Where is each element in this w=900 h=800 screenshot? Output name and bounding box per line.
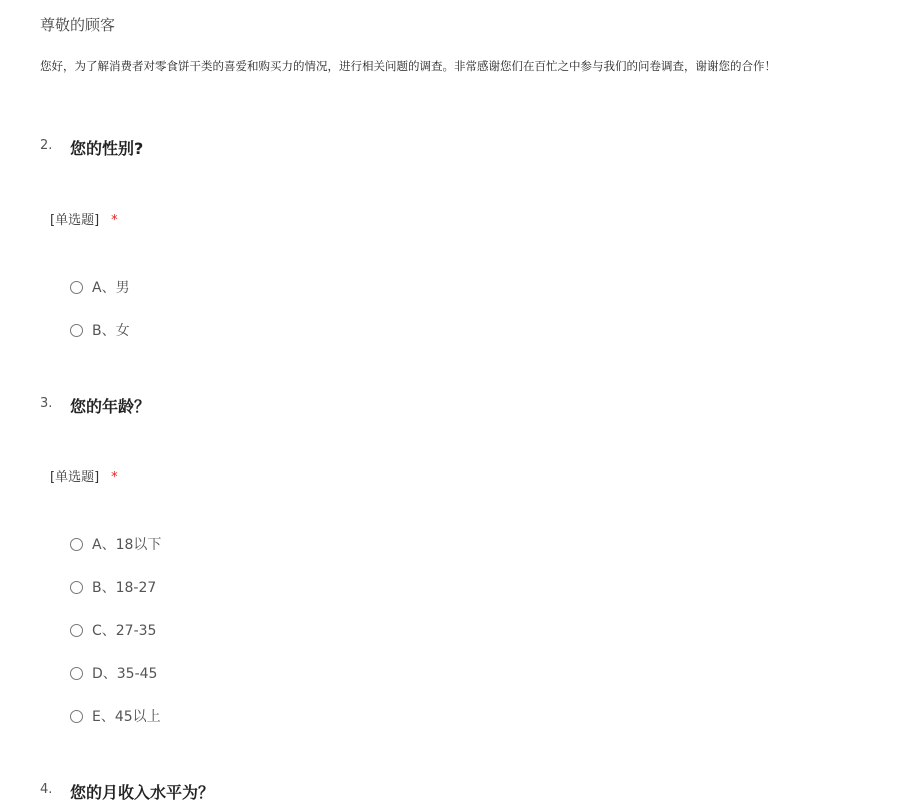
option-label: B、18-27	[92, 580, 157, 596]
option-age-b[interactable]	[70, 577, 156, 597]
option-label: B、女	[92, 323, 130, 339]
radio-button[interactable]	[70, 281, 83, 294]
type-label-text: [单选题]	[50, 470, 100, 485]
radio-button[interactable]	[70, 581, 83, 594]
question-title: 您的性别?	[70, 139, 144, 158]
radio-button[interactable]	[70, 538, 83, 551]
greeting-heading: 尊敬的顾客	[40, 16, 116, 34]
question-number: 3.	[40, 396, 53, 411]
option-female[interactable]	[70, 320, 130, 340]
question-number: 4.	[40, 782, 53, 797]
radio-button[interactable]	[70, 710, 83, 723]
question-title: 您的年龄？	[70, 397, 151, 416]
required-mark: *	[111, 213, 118, 228]
option-age-d[interactable]	[70, 663, 157, 683]
radio-button[interactable]	[70, 667, 83, 680]
option-label: C、27-35	[92, 623, 157, 639]
option-male[interactable]	[70, 277, 130, 297]
option-label: A、男	[92, 280, 130, 296]
radio-button[interactable]	[70, 624, 83, 637]
option-label: E、45以上	[92, 709, 161, 725]
intro-text: 您好，为了解消费者对零食饼干类的喜爱和购买力的情况，进行相关问题的调查。非常感谢您们在百忙之中参与我们的问卷调查，谢谢您的合作！	[40, 59, 776, 73]
type-label-text: [单选题]	[50, 213, 100, 228]
option-age-c[interactable]	[70, 620, 156, 640]
question-type-label	[50, 466, 118, 485]
question-title: 您的月收入水平为？	[70, 783, 215, 800]
option-age-e[interactable]	[70, 706, 161, 726]
required-mark: *	[111, 470, 118, 485]
option-label: A、18以下	[92, 537, 162, 553]
option-age-a[interactable]	[70, 534, 161, 554]
radio-button[interactable]	[70, 324, 83, 337]
option-label: D、35-45	[92, 666, 158, 682]
question-type-label	[50, 209, 118, 228]
question-number: 2.	[40, 138, 53, 153]
